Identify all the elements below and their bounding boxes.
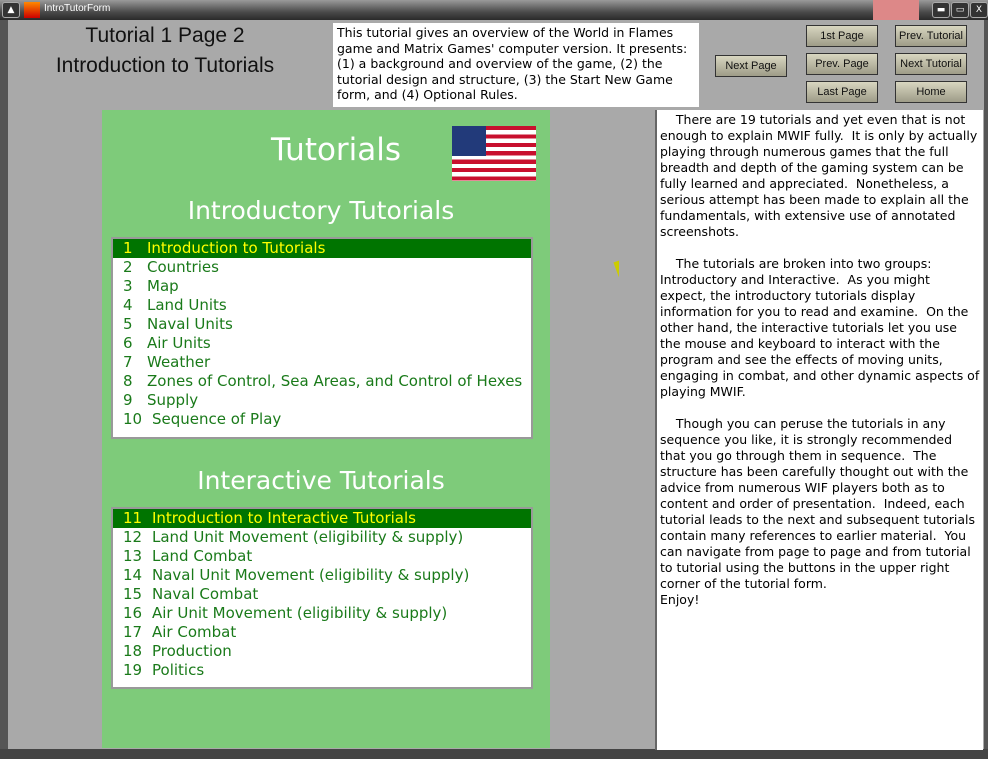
tutorial-label: Air Combat: [152, 623, 237, 641]
tutorial-label: Naval Combat: [152, 585, 259, 603]
tutorial-label: Land Unit Movement (eligibility & supply): [152, 528, 464, 546]
tutorial-label: Introduction to Interactive Tutorials: [152, 509, 416, 527]
tutorial-list-item[interactable]: [113, 315, 531, 334]
interactive-heading: Interactive Tutorials: [197, 466, 445, 495]
first-page-button[interactable]: 1st Page: [806, 25, 878, 47]
tutorial-label: Weather: [147, 353, 211, 371]
title-bar: [0, 0, 988, 20]
tutorial-list-item[interactable]: [113, 391, 531, 410]
intro-tutorial-list[interactable]: [111, 237, 533, 439]
tutorials-panel: [102, 110, 550, 748]
tutorial-label: Production: [152, 642, 232, 660]
us-flag-icon: [452, 126, 536, 181]
tutorial-title: Introduction to Tutorials: [55, 54, 275, 77]
last-page-button[interactable]: Last Page: [806, 81, 878, 103]
window-frame-left: [0, 20, 8, 759]
tutorial-number: 18: [123, 642, 143, 660]
tutorial-number: 6: [123, 334, 133, 352]
overview-text: There are 19 tutorials and yet even that is not enough to explain MWIF fully. It is only by actually playing through numerous games that the full breadth and depth of the gaming system can be fully learned and appreciated. Nonetheless, a serious attempt has been made to explain all the fundamentals, with extensive use of annotated screenshots. The tutorials are broken into two groups: Introductory and Interactive. As you might expect, the introductory tutorials display information for you to read and examine. On the other hand, the interactive tutorials let you use the mouse and keyboard to interact with the program and see the effects of moving units, engaging in combat, and other dynamic aspects of playing MWIF. Though you can peruse the tutorials in any sequence you like, it is strongly recommended that you go through them in sequence. The structure has been carefully thought out with the advice from numerous WIF players both as to content and order of presentation. Indeed, each tutorial leads to the next and subsequent tutorials contain many references to earlier material. You can navigate from page to page and from tutorial to tutorial using the buttons in the upper right corner of the tutorial form. Enjoy!: [655, 110, 983, 750]
tutorial-label: Supply: [147, 391, 199, 409]
tutorial-list-item[interactable]: [113, 585, 531, 604]
german-flag-icon: [873, 0, 919, 20]
app-icon: [24, 2, 40, 18]
tutorial-list-item[interactable]: [113, 239, 531, 258]
tutorial-number: 16: [123, 604, 143, 622]
tutorial-label: Land Combat: [152, 547, 253, 565]
tutorial-number: 3: [123, 277, 133, 295]
window-frame-bottom: [0, 749, 988, 759]
tutorial-number: 10: [123, 410, 143, 428]
tutorial-list-item[interactable]: [113, 661, 531, 680]
tutorial-label: Countries: [147, 258, 219, 276]
tutorial-label: Map: [147, 277, 179, 295]
tutorial-list-item[interactable]: [113, 604, 531, 623]
next-tutorial-button[interactable]: Next Tutorial: [895, 53, 967, 75]
tutorial-number: 7: [123, 353, 133, 371]
tutorial-list-item[interactable]: [113, 410, 531, 429]
tutorial-list-item[interactable]: [113, 296, 531, 315]
maximize-button[interactable]: ▭: [951, 2, 969, 18]
tutorial-label: Air Unit Movement (eligibility & supply): [152, 604, 448, 622]
tutorial-number: 19: [123, 661, 143, 679]
prev-page-button[interactable]: Prev. Page: [806, 53, 878, 75]
tutorial-list-item[interactable]: [113, 528, 531, 547]
tutorial-label: Naval Unit Movement (eligibility & supply): [152, 566, 470, 584]
tutorial-number: 2: [123, 258, 133, 276]
window-frame-right: [984, 20, 988, 759]
window-title: IntroTutorForm: [44, 3, 111, 14]
mouse-cursor-icon: [613, 260, 624, 277]
tutorial-label: Zones of Control, Sea Areas, and Control of Hexes: [147, 372, 523, 390]
tutorial-number: 8: [123, 372, 133, 390]
tutorial-list-item[interactable]: [113, 372, 531, 391]
tutorial-list-item[interactable]: [113, 509, 531, 528]
panel-title: Tutorials: [270, 132, 402, 168]
tutorial-list-item[interactable]: [113, 258, 531, 277]
tutorial-list-item[interactable]: [113, 566, 531, 585]
tutorial-label: Politics: [152, 661, 205, 679]
tutorial-page-label: Tutorial 1 Page 2: [85, 24, 245, 47]
tutorial-list-item[interactable]: [113, 642, 531, 661]
tutorial-number: 17: [123, 623, 143, 641]
close-button[interactable]: X: [970, 2, 988, 18]
tutorial-list-item[interactable]: [113, 334, 531, 353]
tutorial-label: Introduction to Tutorials: [147, 239, 326, 257]
next-page-button[interactable]: Next Page: [715, 55, 787, 77]
tutorial-number: 9: [123, 391, 133, 409]
intro-heading: Introductory Tutorials: [187, 196, 455, 225]
tutorial-number: 12: [123, 528, 143, 546]
tutorial-number: 14: [123, 566, 143, 584]
interactive-tutorial-list[interactable]: [111, 507, 533, 689]
tutorial-label: Naval Units: [147, 315, 233, 333]
tutorial-number: 15: [123, 585, 143, 603]
tutorial-number: 11: [123, 509, 143, 527]
prev-tutorial-button[interactable]: Prev. Tutorial: [895, 25, 967, 47]
tutorial-number: 5: [123, 315, 133, 333]
tutorial-list-item[interactable]: [113, 353, 531, 372]
system-menu-button[interactable]: ▲: [2, 2, 20, 18]
tutorial-list-item[interactable]: [113, 547, 531, 566]
tutorial-label: Air Units: [147, 334, 211, 352]
tutorial-number: 4: [123, 296, 133, 314]
tutorial-number: 13: [123, 547, 143, 565]
tutorial-label: Land Units: [147, 296, 227, 314]
minimize-button[interactable]: ▬: [932, 2, 950, 18]
tutorial-list-item[interactable]: [113, 623, 531, 642]
home-button[interactable]: Home: [895, 81, 967, 103]
tutorial-label: Sequence of Play: [152, 410, 282, 428]
tutorial-list-item[interactable]: [113, 277, 531, 296]
tutorial-description: This tutorial gives an overview of the World in Flames game and Matrix Games' computer version. It presents: (1) a background and overview of the game, (2) the tutorial design and structure, (3) the Start New Game form, and (4) Optional Rules.: [333, 23, 699, 107]
tutorial-number: 1: [123, 239, 133, 257]
